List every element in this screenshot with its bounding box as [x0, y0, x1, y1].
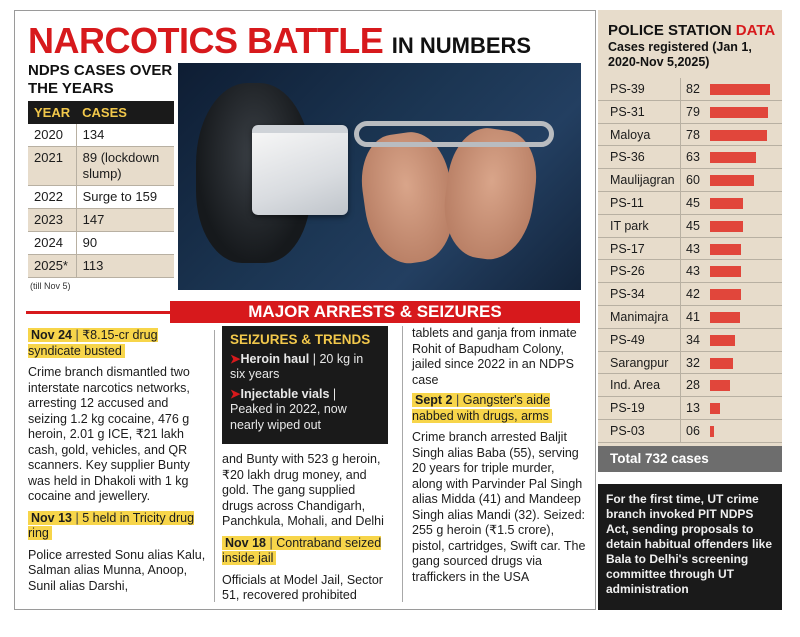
station-bar	[710, 289, 741, 300]
story-date: Sept 2	[415, 393, 453, 407]
drug-packet-shape	[252, 125, 348, 215]
station-row	[598, 420, 782, 443]
station-bar	[710, 130, 767, 141]
ndps-table	[28, 101, 174, 278]
arrow-right-icon: ➤	[230, 351, 241, 366]
ndps-cases: Surge to 159	[76, 186, 174, 209]
station-row	[598, 78, 782, 101]
story-heading-sept2: Sept 2 | Gangster's aide nabbed with drugs, arms	[412, 393, 550, 423]
story-body: Crime branch dismantled two interstate narcotics networks, arresting 12 accused and seizing 1.2 kg cocaine, 476 g heroin, 2.01 g ICE, ₹21 lakh cash, gold, vehicles, and QR scanners. Key supplier Bunty was held in Dhakoli with 1 kg cocaine and jewellery.	[28, 365, 190, 503]
station-name: PS-17	[610, 241, 645, 256]
station-row	[598, 169, 782, 192]
station-row	[598, 192, 782, 215]
ndps-cases: 113	[76, 255, 174, 278]
station-name: PS-31	[610, 104, 645, 119]
station-value: 32	[686, 355, 700, 370]
station-name: Maulijagran	[610, 173, 675, 188]
story-heading-nov24: Nov 24 | ₹8.15-cr drug syndicate busted	[28, 328, 158, 358]
story-body: Crime branch arrested Baljit Singh alias Baba (55), serving 20 years for triple murder, along with Parvinder Pal Singh alias Midda (41) and Mandeep Singh alias Mandi (32). Seized: 255 g heroin (₹1.5 crore), pistol, cartridges, Swift car. The gang sourced drugs via traffickers in the USA	[412, 430, 586, 584]
station-value: 78	[686, 127, 700, 142]
story-body: and Bunty with 523 g heroin, ₹20 lakh drug money, and gold. The gang supplied drugs across Chandigarh, Panchkula, Mohali, and Delhi	[222, 452, 384, 528]
story-title: Contraband seized inside jail	[222, 535, 382, 565]
station-bar	[710, 312, 740, 323]
ndps-cases: 89 (lockdown slump)	[76, 147, 174, 186]
station-row	[598, 215, 782, 238]
station-subheading: Cases registered (Jan 1, 2020-Nov 5,2025)	[608, 40, 752, 69]
station-bar	[710, 244, 741, 255]
ndps-year: 2022	[28, 186, 76, 209]
station-divider	[680, 101, 681, 123]
trend-text: 20 kg in six years	[230, 351, 364, 381]
station-name: PS-03	[610, 423, 645, 438]
story-title: 5 held in Tricity drug ring	[28, 510, 195, 540]
station-value: 28	[686, 378, 700, 393]
station-name: PS-11	[610, 195, 644, 210]
ndps-heading: NDPS CASES OVER THE YEARS	[28, 62, 173, 97]
station-divider	[680, 169, 681, 191]
station-name: Maloya	[610, 127, 651, 142]
ndps-year: 2020	[28, 124, 76, 147]
trend-item: ➤Heroin haul | 20 kg in six years	[230, 351, 364, 381]
station-name: PS-26	[610, 264, 645, 279]
station-name: IT park	[610, 218, 649, 233]
station-bar	[710, 380, 730, 391]
station-divider	[680, 146, 681, 168]
station-heading-a: POLICE STATION	[608, 22, 732, 39]
station-value: 06	[686, 423, 700, 438]
page-title	[28, 20, 531, 62]
story-body: Officials at Model Jail, Sector 51, recovered prohibited	[222, 572, 383, 602]
station-name: PS-49	[610, 332, 645, 347]
station-value: 42	[686, 287, 700, 302]
trends-heading: SEIZURES & TRENDS	[230, 332, 371, 347]
station-divider	[680, 283, 681, 305]
station-bar	[710, 152, 756, 163]
station-name: Ind. Area	[610, 378, 661, 393]
station-value: 13	[686, 401, 700, 416]
station-row	[598, 101, 782, 124]
station-heading	[608, 22, 778, 39]
trend-bold: Heroin haul	[240, 351, 310, 366]
banner-rule	[26, 311, 172, 314]
station-divider	[680, 397, 681, 419]
trends-box	[222, 326, 388, 444]
story-title: ₹8.15-cr drug syndicate busted	[28, 328, 158, 358]
station-row	[598, 146, 782, 169]
station-row	[598, 260, 782, 283]
station-divider	[680, 78, 681, 100]
ndps-row	[28, 147, 174, 186]
station-divider	[680, 352, 681, 374]
station-bar	[710, 198, 743, 209]
station-value: 45	[686, 195, 700, 210]
station-divider	[680, 374, 681, 396]
trend-bold: Injectable vials	[240, 386, 330, 401]
ndps-col-year: YEAR	[28, 101, 76, 124]
ndps-row	[28, 232, 174, 255]
arrow-right-icon: ➤	[230, 386, 241, 401]
trend-text: Peaked in 2022, now nearly wiped out	[230, 402, 347, 432]
station-row	[598, 283, 782, 306]
ndps-year: 2025*	[28, 255, 76, 278]
story-body: tablets and ganja from inmate Rohit of Bapudham Colony, jailed since 2022 in an NDPS case	[412, 326, 577, 387]
station-bar	[710, 107, 768, 118]
story-date: Nov 13	[31, 510, 72, 525]
station-row	[598, 124, 782, 147]
station-value: 63	[686, 150, 700, 165]
station-name: Sarangpur	[610, 355, 669, 370]
story-date: Nov 24	[31, 328, 72, 342]
station-value: 43	[686, 241, 700, 256]
station-bar	[710, 84, 770, 95]
station-total: Total 732 cases	[598, 446, 782, 472]
station-bar	[710, 175, 754, 186]
story-body: Police arrested Sonu alias Kalu, Salman alias Munna, Anoop, Sunil alias Darshi,	[28, 547, 206, 593]
station-heading-b: DATA	[735, 22, 776, 39]
station-value: 34	[686, 332, 700, 347]
pit-ndps-note: For the first time, UT crime branch invoked PIT NDPS Act, sending proposals to detain habitual offenders like Bala to Delhi's screening committee through UT administration	[598, 484, 782, 610]
station-name: PS-34	[610, 287, 645, 302]
station-divider	[680, 420, 681, 442]
station-name: PS-39	[610, 82, 645, 96]
ndps-cases: 90	[76, 232, 174, 255]
station-divider	[680, 306, 681, 328]
column-1	[28, 328, 208, 594]
station-value: 60	[686, 173, 700, 188]
station-divider	[680, 238, 681, 260]
station-value: 79	[686, 104, 700, 119]
station-row	[598, 352, 782, 375]
trend-item: ➤Injectable vials | Peaked in 2022, now nearly wiped out	[230, 386, 347, 432]
story-heading-nov18: Nov 18 | Contraband seized inside jail	[222, 535, 382, 565]
story-heading-nov13: Nov 13 | 5 held in Tricity drug ring	[28, 510, 195, 540]
station-value: 45	[686, 218, 700, 233]
station-row	[598, 397, 782, 420]
station-divider	[680, 192, 681, 214]
station-divider	[680, 215, 681, 237]
station-name: Manimajra	[610, 309, 669, 324]
station-panel	[598, 10, 782, 470]
station-value: 41	[686, 309, 700, 324]
station-row	[598, 374, 782, 397]
title-sub: IN NUMBERS	[391, 33, 532, 58]
ndps-cases: 134	[76, 124, 174, 147]
station-bar	[710, 221, 743, 232]
ndps-cases: 147	[76, 209, 174, 232]
ndps-row	[28, 209, 174, 232]
column-3	[412, 326, 586, 585]
station-divider	[680, 124, 681, 146]
station-row	[598, 329, 782, 352]
station-name: PS-36	[610, 150, 645, 165]
handcuff-shape	[354, 121, 554, 147]
ndps-col-cases: CASES	[76, 101, 174, 124]
station-bar	[710, 358, 733, 369]
column-divider	[402, 326, 403, 602]
ndps-year: 2021	[28, 147, 76, 186]
station-value: 82	[686, 82, 700, 96]
story-date: Nov 18	[225, 535, 266, 550]
ndps-row	[28, 124, 174, 147]
station-value: 43	[686, 264, 700, 279]
column-divider	[214, 330, 215, 602]
station-bar	[710, 266, 741, 277]
column-2	[222, 452, 388, 604]
ndps-year: 2023	[28, 209, 76, 232]
handcuffs-photo	[178, 63, 581, 290]
station-bar	[710, 335, 735, 346]
ndps-row	[28, 186, 174, 209]
section-banner: MAJOR ARRESTS & SEIZURES	[170, 301, 580, 323]
station-divider	[680, 329, 681, 351]
station-row	[598, 238, 782, 261]
story-title: Gangster's aide nabbed with drugs, arms	[412, 393, 550, 423]
ndps-footnote: (till Nov 5)	[30, 281, 71, 291]
station-bar	[710, 426, 714, 437]
station-row	[598, 306, 782, 329]
station-divider	[680, 260, 681, 282]
title-main: NARCOTICS BATTLE	[28, 20, 384, 61]
station-bar	[710, 403, 720, 414]
station-name: PS-19	[610, 401, 645, 416]
station-table	[598, 78, 782, 443]
ndps-year: 2024	[28, 232, 76, 255]
ndps-row	[28, 255, 174, 278]
